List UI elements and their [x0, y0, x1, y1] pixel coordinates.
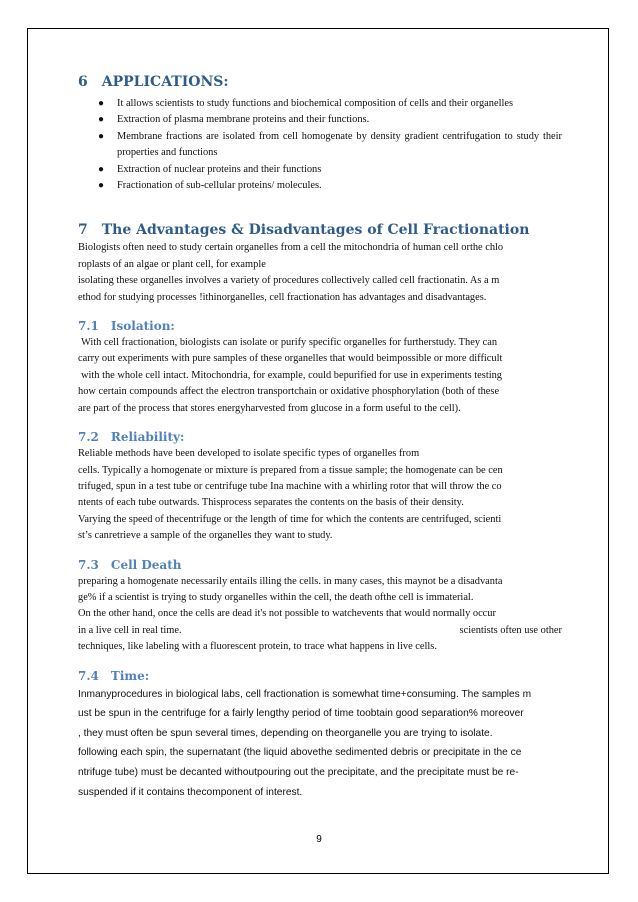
bullet-icon: ● [98, 114, 105, 126]
page-number: 9 [316, 834, 322, 845]
bullet-icon: ● [98, 98, 105, 109]
text-line: with the whole cell intact. Mitochondria, for example, could bepurified for use in experiments testing [81, 369, 502, 381]
list-item: ● Extraction of nuclear proteins and their functions [78, 162, 562, 178]
text-fragment: scientists often use other [459, 624, 562, 636]
text-line: techniques, like labeling with a fluorescent protein, to trace what happens in live cells. [78, 641, 437, 653]
text-fragment: in a live cell in real time. [78, 624, 182, 636]
text-line: , they must often be spun several times, depending on theorganelle you are trying to isolate. [78, 727, 493, 739]
section-7-1-heading: 7.1 Isolation: [78, 319, 175, 334]
text-line: roplasts of an algae or plant cell, for example [78, 258, 266, 270]
bullet-icon: ● [98, 130, 105, 142]
applications-list [78, 96, 562, 194]
text-line: trifuged, spun in a test tube or centrifuge tube Ina machine with a whirling rotor that will throw the co [78, 480, 502, 492]
section-7-4-heading: 7.4 Time: [78, 668, 150, 683]
text-line: are part of the process that stores energyharvested from glucose in a form useful to the cell). [78, 402, 461, 414]
text-line: isolating these organelles involves a variety of procedures collectively called cell fractionatin. As a m [78, 275, 500, 287]
document-body [78, 72, 562, 802]
text-line: suspended if it contains thecomponent of interest. [78, 786, 303, 798]
text-line: carry out experiments with pure samples of these organelles that would beimpossible or more difficult [78, 353, 503, 365]
text-line: how certain compounds affect the electron transportchain or oxidative phosphorylation (both of these [78, 386, 500, 398]
text-line: Reliable methods have been developed to isolate specific types of organelles from [78, 448, 420, 460]
text-line: ntents of each tube outwards. Thisprocess separates the contents on the basis of their density. [78, 497, 464, 509]
section-7-3-heading: 7.3 Cell Death [78, 557, 182, 572]
section-7-4-paragraph [78, 685, 562, 803]
text-line: Biologists often need to study certain organelles from a cell the mitochondria of human cell orthe chlo [78, 242, 504, 254]
text-line: ntrifuge tube) must be decanted withoutpouring out the precipitate, and the precipitate must be re- [78, 766, 519, 778]
text-line: ust be spun in the centrifuge for a fairly lengthy period of time toobtain good separation% moreover [78, 708, 524, 720]
text-line [78, 623, 562, 639]
text-line: preparing a homogenate necessarily entails illing the cells. in many cases, this maynot be a disadvanta [78, 575, 503, 587]
bullet-icon: ● [98, 180, 105, 192]
list-item: ● Membrane fractions are isolated from cell homogenate by density gradient centrifugation to study their properties and functions [98, 130, 562, 159]
text-line: With cell fractionation, biologists can isolate or purify specific organelles for furtherstudy. They can [81, 337, 498, 349]
section-7-paragraph [78, 240, 562, 306]
text-line: cells. Typically a homogenate or mixture is prepared from a tissue sample; the homogenate can be cen [78, 464, 503, 476]
section-7-1-paragraph [78, 335, 562, 417]
list-item: ● It allows scientists to study functions and biochemical composition of cells and their organelles [78, 96, 562, 112]
text-line: following each spin, the supernatant (the liquid abovethe sedimented debris or precipitate in the ce [78, 747, 522, 759]
section-7-3-paragraph [78, 574, 562, 656]
list-item: ● Extraction of plasma membrane proteins and their functions. [78, 112, 562, 128]
text-line: Varying the speed of thecentrifuge or the length of time for which the contents are centrifuged, scienti [78, 513, 502, 525]
section-7-2-heading: 7.2 Reliability: [78, 430, 185, 445]
text-line: Inmanyprocedures in biological labs, cell fractionation is somewhat time+consuming. The samples m [78, 688, 532, 700]
section-6-heading: 6 APPLICATIONS: [78, 74, 229, 90]
text-line: ethod for studying processes !ithinorganelles, cell fractionation has advantages and disadvantages. [78, 291, 487, 303]
text-line: On the other hand, once the cells are dead it's not possible to watchevents that would normally occur [78, 608, 496, 620]
section-7-heading: 7 The Advantages & Disadvantages of Cell Fractionation [78, 222, 530, 239]
bullet-icon: ● [98, 163, 105, 175]
list-item: ● Fractionation of sub-cellular proteins/ molecules. [78, 178, 562, 194]
text-line: st’s canretrieve a sample of the organelles they want to study. [78, 530, 333, 542]
text-line: ge% if a scientist is trying to study organelles within the cell, the death ofthe cell is immaterial. [78, 591, 474, 603]
section-7-2-paragraph [78, 446, 562, 544]
